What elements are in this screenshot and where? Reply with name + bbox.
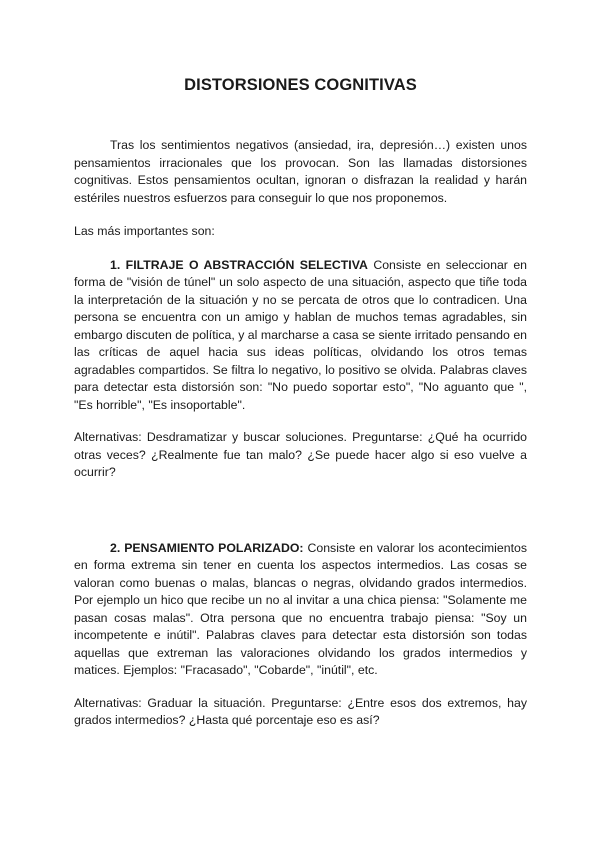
section-1-body: Consiste en seleccionar en forma de "visión de túnel" un solo aspecto de una situación, aspecto que tiñe toda la interpretación de la situación y no se percata de otros que lo contradicen. Una persona se encuentra con un amigo y hablan de muchos temas agradables, sin embargo discuten de política, y al marcharse a casa se siente irritado pensando en las críticas de aquel hacia sus ideas políticas, olvidando los otros temas agradables compartidos. Se filtra lo negativo, lo positivo se olvida. Palabras claves para detectar esta distorsión son: "No puedo soportar esto", "No aguanto que ", "Es horrible", "Es insoportable". [74, 257, 527, 412]
section-2-heading: 2. PENSAMIENTO POLARIZADO: [110, 540, 304, 555]
document-title: DISTORSIONES COGNITIVAS [184, 76, 417, 94]
lead-in-text: Las más importantes son: [74, 224, 215, 238]
section-2-alternatives: Alternativas: Graduar la situación. Preguntarse: ¿Entre esos dos extremos, hay grados intermedios? ¿Hasta qué porcentaje eso es así? [74, 695, 527, 727]
section-1-alternatives: Alternativas: Desdramatizar y buscar soluciones. Preguntarse: ¿Qué ha ocurrido otras veces? ¿Realmente fue tan malo? ¿Se puede hacer algo si eso vuelve a ocurrir? [74, 430, 527, 479]
section-2-body: Consiste en valorar los acontecimientos en forma extrema sin tener en cuenta los aspectos intermedios. Las cosas se valoran como buenas o malas, blancas o negras, olvidando grados intermedios. Por ejemplo un hico que recibe un no al invitar a una chica piensa: "Solamente me pasan cosas malas". Otra persona que no encuentra trabajo piensa: "Soy un incompetente e inútil". Palabras claves para detectar esta distorsión son todas aquellas que extreman las valoraciones olvidando los grados intermedios y matices. Ejemplos: "Fracasado", "Cobarde", "inútil", etc. [74, 540, 527, 677]
section-1-heading: 1. FILTRAJE O ABSTRACCIÓN SELECTIVA [110, 257, 368, 272]
intro-paragraph: Tras los sentimientos negativos (ansiedad, ira, depresión…) existen unos pensamientos irracionales que los provocan. Son las llamadas distorsiones cognitivas. Estos pensamientos ocultan, ignoran o disfrazan la realidad y harán estériles nuestros esfuerzos para conseguir lo que nos proponemos. [74, 138, 527, 205]
section-2-paragraph [74, 540, 527, 680]
section-1-paragraph [74, 257, 527, 415]
